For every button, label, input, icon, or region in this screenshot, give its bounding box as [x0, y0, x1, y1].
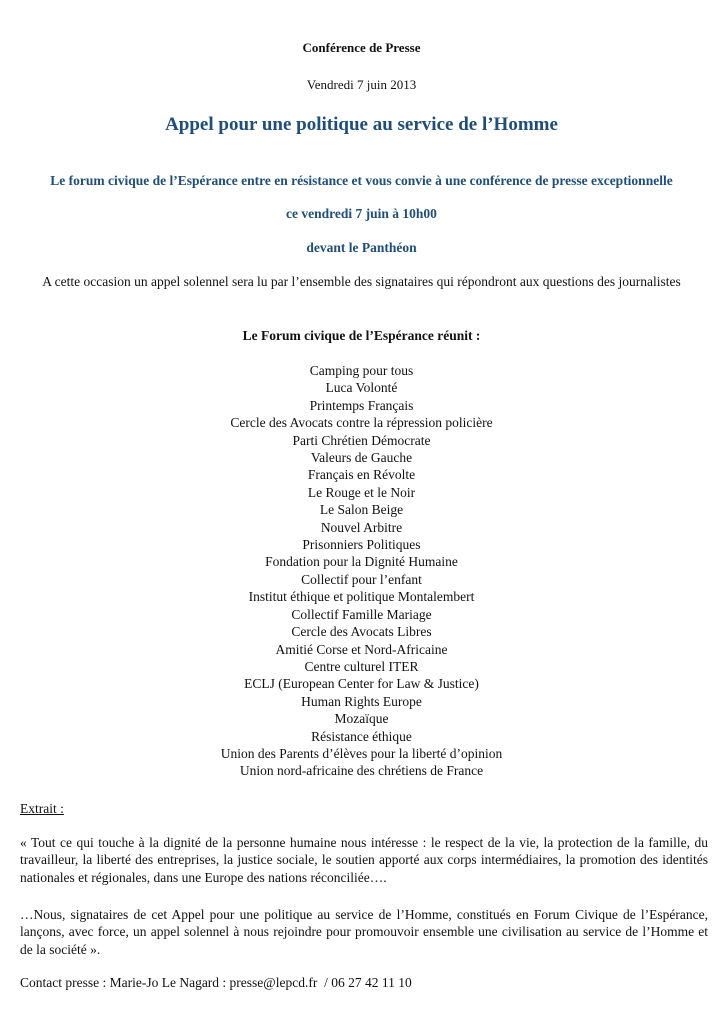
- document-label: Conférence de Presse: [302, 40, 421, 55]
- contact-line: Contact presse : Marie-Jo Le Nagard : presse@lepcd.fr / 06 27 42 11 10: [20, 975, 412, 990]
- list-item: Printemps Français: [309, 397, 414, 413]
- list-item: Institut éthique et politique Montalembert: [248, 589, 475, 605]
- list-item: Union des Parents d’élèves pour la liberté d’opinion: [220, 745, 503, 761]
- forum-heading: Le Forum civique de l’Espérance réunit :: [242, 328, 481, 343]
- list-item: Luca Volonté: [325, 380, 398, 396]
- list-item: Union nord-africaine des chrétiens de France: [239, 763, 484, 779]
- list-item: Nouvel Arbitre: [320, 519, 403, 535]
- extract-paragraph-1: « Tout ce qui touche à la dignité de la personne humaine nous intéresse : le respect de la vie, la protection de la famille, du travailleur, la liberté des entreprises, la justice sociale, le soutien apporté aux corps intermédiaires, la promotion des identités nationales et régionales, dans une Europe des nations réconciliée….: [20, 835, 708, 885]
- extract-label: Extrait :: [20, 801, 64, 816]
- list-item: Human Rights Europe: [301, 693, 422, 709]
- list-item: Le Rouge et le Noir: [307, 484, 416, 500]
- list-item: ECLJ (European Center for Law & Justice): [244, 676, 479, 692]
- intro-line-3: devant le Panthéon: [306, 240, 417, 255]
- list-item: Mozaïque: [334, 711, 389, 727]
- list-item: Parti Chrétien Démocrate: [292, 432, 431, 448]
- list-item: Collectif pour l’enfant: [301, 571, 422, 587]
- list-item: Cercle des Avocats Libres: [291, 624, 432, 640]
- list-item: Résistance éthique: [311, 728, 412, 744]
- intro-line-2: ce vendredi 7 juin à 10h00: [286, 206, 437, 221]
- intro-line-1: Le forum civique de l’Espérance entre en résistance et vous convie à une conférence de presse exceptionnelle: [50, 173, 673, 188]
- page-title: Appel pour une politique au service de l’Homme: [165, 114, 558, 135]
- list-item: Français en Révolte: [307, 467, 416, 483]
- document-date: Vendredi 7 juin 2013: [306, 77, 417, 92]
- occasion-text: A cette occasion un appel solennel sera lu par l’ensemble des signataires qui répondront aux questions des journalistes: [42, 274, 681, 289]
- list-item: Cercle des Avocats contre la répression policière: [230, 415, 493, 431]
- list-item: Le Salon Beige: [319, 502, 404, 518]
- member-list: [0, 362, 723, 780]
- list-item: Valeurs de Gauche: [310, 450, 413, 466]
- list-item: Collectif Famille Mariage: [291, 606, 432, 622]
- list-item: Fondation pour la Dignité Humaine: [265, 554, 458, 570]
- extract-paragraph-2: …Nous, signataires de cet Appel pour une politique au service de l’Homme, constitués en Forum Civique de l’Espérance, lançons, avec force, un appel solennel à nous rejoindre pour promouvoir ensemble une civilisation au service de l’Homme et de la société ».: [20, 907, 708, 957]
- list-item: Amitié Corse et Nord-Africaine: [275, 641, 448, 657]
- list-item: Camping pour tous: [309, 363, 414, 378]
- list-item: Prisonniers Politiques: [302, 537, 421, 553]
- list-item: Centre culturel ITER: [304, 658, 419, 674]
